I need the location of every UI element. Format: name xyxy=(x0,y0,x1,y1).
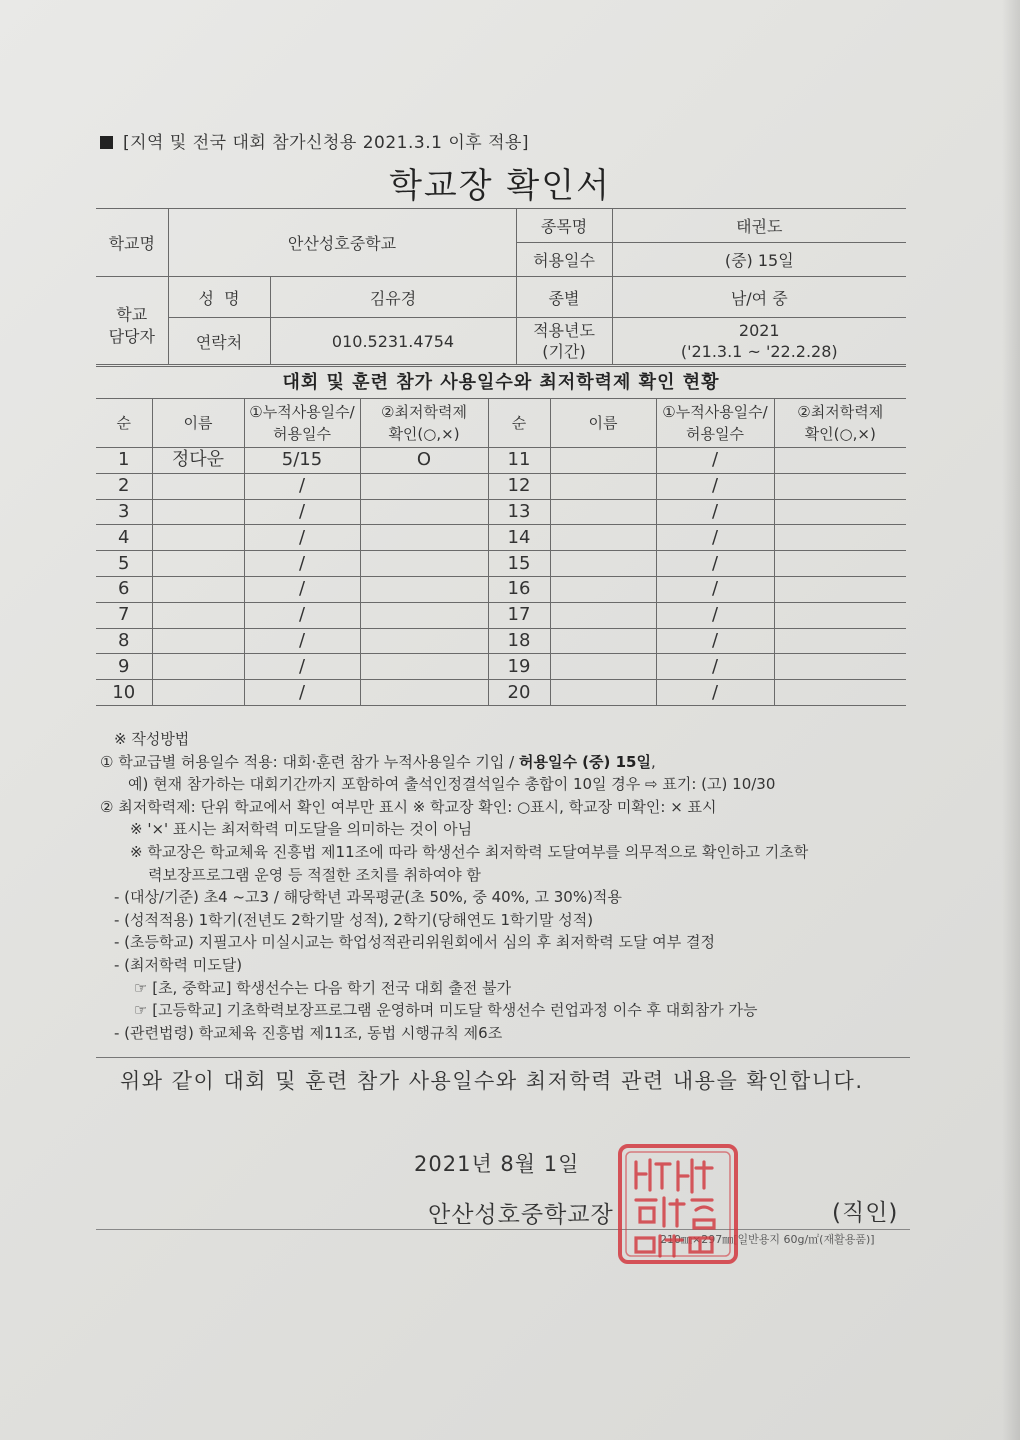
note-1 xyxy=(100,751,920,774)
row-name-left xyxy=(152,576,244,602)
official-seal-stamp xyxy=(614,1140,742,1268)
row-no-left: 6 xyxy=(96,576,152,602)
row-no-right: 13 xyxy=(488,499,550,525)
header-min-right xyxy=(774,399,906,448)
row-no-left: 7 xyxy=(96,602,152,628)
year-label-line2: (기간) xyxy=(542,342,586,361)
row-no-right: 17 xyxy=(488,602,550,628)
page-title: 학교장 확인서 xyxy=(389,166,611,206)
row-days-left: / xyxy=(244,473,360,499)
row-name-left xyxy=(152,628,244,654)
divider xyxy=(96,1229,910,1230)
note-2-sub1: ※ '×' 표시는 최저학력 미도달을 의미하는 것이 아님 xyxy=(130,820,473,839)
note-dash-2: - (성적적용) 1학기(전년도 2학기말 성적), 2학기(당해연도 1학기말 성적) xyxy=(114,910,594,929)
manager-label xyxy=(96,277,168,365)
row-days-left: 5/15 xyxy=(244,448,360,474)
header-days-line2: 허용일수 xyxy=(273,425,331,443)
table-row xyxy=(96,602,906,628)
row-name-right xyxy=(550,499,656,525)
header-days-line1: ①누적사용일수/ xyxy=(662,403,768,421)
row-min-left xyxy=(360,654,488,680)
row-name-right xyxy=(550,628,656,654)
row-days-right: / xyxy=(656,473,774,499)
row-min-right xyxy=(774,602,906,628)
manager-label-line2: 담당자 xyxy=(108,326,155,346)
table-row xyxy=(96,576,906,602)
page-edge-shadow xyxy=(1002,0,1020,1440)
category-text: [지역 및 전국 대회 참가신청용 2021.3.1 이후 적용] xyxy=(123,133,530,153)
row-no-right: 14 xyxy=(488,525,550,551)
table-row xyxy=(96,525,906,551)
row-min-left xyxy=(360,551,488,577)
header-name-right: 이름 xyxy=(550,399,656,448)
row-name-left xyxy=(152,551,244,577)
row-min-left xyxy=(360,576,488,602)
gender-label: 종별 xyxy=(516,277,612,318)
table-row xyxy=(96,628,906,654)
row-days-left: / xyxy=(244,551,360,577)
header-min-line1: ②최저학력제 xyxy=(381,403,467,421)
note-2-sub2b: 력보장프로그램 운영 등 적절한 조치를 취하여야 함 xyxy=(148,865,481,884)
table-row xyxy=(96,654,906,680)
header-days-right xyxy=(656,399,774,448)
row-days-left: / xyxy=(244,628,360,654)
row-name-left xyxy=(152,654,244,680)
header-name-left: 이름 xyxy=(152,399,244,448)
event-value: 태권도 xyxy=(612,209,906,243)
year-value xyxy=(612,318,906,365)
row-name-right xyxy=(550,602,656,628)
header-days-left xyxy=(244,399,360,448)
row-name-right xyxy=(550,576,656,602)
row-name-right xyxy=(550,551,656,577)
row-days-left: / xyxy=(244,654,360,680)
row-min-right xyxy=(774,628,906,654)
row-no-right: 19 xyxy=(488,654,550,680)
note-dash-1: - (대상/기준) 초4 ~고3 / 해당학년 과목평균(초 50%, 중 40%, 고 30%)적용 xyxy=(114,888,622,907)
row-no-right: 15 xyxy=(488,551,550,577)
row-no-right: 11 xyxy=(488,448,550,474)
year-value-line2: ('21.3.1 ~ '22.2.28) xyxy=(680,342,838,361)
row-days-right: / xyxy=(656,551,774,577)
row-no-left: 1 xyxy=(96,448,152,474)
note-1-end: , xyxy=(650,752,656,771)
row-name-right xyxy=(550,654,656,680)
row-no-right: 18 xyxy=(488,628,550,654)
header-min-line2: 확인(○,×) xyxy=(804,425,876,443)
row-name-left xyxy=(152,473,244,499)
note-2-sub2a: ※ 학교장은 학교체육 진흥법 제11조에 따라 학생선수 최저학력 도달여부를 의무적으로 확인하고 기초학 xyxy=(130,842,809,861)
row-min-right xyxy=(774,654,906,680)
row-days-left: / xyxy=(244,576,360,602)
row-no-right: 16 xyxy=(488,576,550,602)
row-days-right: / xyxy=(656,628,774,654)
row-days-left: / xyxy=(244,602,360,628)
row-min-right xyxy=(774,499,906,525)
row-name-right xyxy=(550,525,656,551)
year-label xyxy=(516,318,612,365)
paper-spec: 210㎜×297㎜[일반용지 60g/㎡(재활용품)] xyxy=(660,1233,875,1246)
divider xyxy=(96,1057,910,1058)
row-no-left: 3 xyxy=(96,499,152,525)
row-no-right: 12 xyxy=(488,473,550,499)
contact-label: 연락처 xyxy=(168,318,270,365)
seal-glyphs xyxy=(636,1160,714,1256)
row-min-right xyxy=(774,448,906,474)
table-row xyxy=(96,551,906,577)
event-label: 종목명 xyxy=(516,209,612,243)
info-table xyxy=(96,208,906,365)
table-header-row xyxy=(96,399,906,448)
row-min-left xyxy=(360,473,488,499)
note-dash-4b: ☞ [고등학교] 기초학력보장프로그램 운영하며 미도달 학생선수 런업과정 이수 후 대회참가 가능 xyxy=(134,1001,758,1020)
allowed-days-value: (중) 15일 xyxy=(612,243,906,277)
row-no-left: 2 xyxy=(96,473,152,499)
row-min-right xyxy=(774,680,906,706)
row-min-left xyxy=(360,680,488,706)
header-min-line2: 확인(○,×) xyxy=(388,425,460,443)
note-dash-5: - (관련법령) 학교체육 진흥법 제11조, 동법 시행규칙 제6조 xyxy=(114,1023,503,1042)
header-no-left: 순 xyxy=(96,399,152,448)
row-days-right: / xyxy=(656,499,774,525)
row-no-left: 10 xyxy=(96,680,152,706)
row-days-right: / xyxy=(656,576,774,602)
section-title: 대회 및 훈련 참가 사용일수와 최저학력제 확인 현황 xyxy=(96,366,906,399)
header-days-line2: 허용일수 xyxy=(686,425,744,443)
year-value-line1: 2021 xyxy=(738,321,780,340)
allowed-days-label: 허용일수 xyxy=(516,243,612,277)
row-name-left xyxy=(152,602,244,628)
instructions xyxy=(100,728,920,1044)
school-value: 안산성호중학교 xyxy=(168,209,516,277)
principal-title: 안산성호중학교장 xyxy=(428,1202,614,1228)
row-no-left: 8 xyxy=(96,628,152,654)
table-row xyxy=(96,448,906,474)
note-dash-4: - (최저학력 미도달) xyxy=(114,955,243,974)
header-min-left xyxy=(360,399,488,448)
row-min-left: O xyxy=(360,448,488,474)
table-row xyxy=(96,499,906,525)
table-row xyxy=(96,680,906,706)
participation-table xyxy=(96,398,906,706)
row-min-left xyxy=(360,499,488,525)
row-name-left xyxy=(152,680,244,706)
year-label-line1: 적용년도 xyxy=(533,321,595,340)
issue-date: 2021년 8월 1일 xyxy=(414,1152,580,1176)
contact-value: 010.5231.4754 xyxy=(270,318,516,365)
row-days-right: / xyxy=(656,448,774,474)
row-days-right: / xyxy=(656,602,774,628)
name-value: 김유경 xyxy=(270,277,516,318)
row-days-left: / xyxy=(244,499,360,525)
row-days-left: / xyxy=(244,525,360,551)
square-bullet-icon xyxy=(100,136,113,149)
official-seal-mark: (직인) xyxy=(832,1200,899,1226)
manager-label-line1: 학교 xyxy=(116,304,148,324)
header-days-line1: ①누적사용일수/ xyxy=(249,403,355,421)
row-days-right: / xyxy=(656,525,774,551)
row-min-right xyxy=(774,525,906,551)
school-label: 학교명 xyxy=(96,209,168,277)
gender-value: 남/여 중 xyxy=(612,277,906,318)
row-no-left: 5 xyxy=(96,551,152,577)
row-no-left: 4 xyxy=(96,525,152,551)
name-label: 성 명 xyxy=(168,277,270,318)
row-no-left: 9 xyxy=(96,654,152,680)
row-name-left xyxy=(152,499,244,525)
row-name-left xyxy=(152,525,244,551)
row-min-right xyxy=(774,551,906,577)
notes-heading: ※ 작성방법 xyxy=(114,730,190,748)
row-min-left xyxy=(360,602,488,628)
row-min-left xyxy=(360,628,488,654)
row-name-left: 정다운 xyxy=(152,448,244,474)
row-name-right xyxy=(550,448,656,474)
row-min-left xyxy=(360,525,488,551)
row-name-right xyxy=(550,680,656,706)
header-min-line1: ②최저학력제 xyxy=(797,403,884,421)
confirmation-statement: 위와 같이 대회 및 훈련 참가 사용일수와 최저학력 관련 내용을 확인합니다. xyxy=(120,1069,864,1093)
header-no-right: 순 xyxy=(488,399,550,448)
row-days-right: / xyxy=(656,654,774,680)
note-1-example: 예) 현재 참가하는 대회기간까지 포함하여 출석인정결석일수 총합이 10일 경우 ⇨ 표기: (고) 10/30 xyxy=(128,775,776,794)
row-min-right xyxy=(774,473,906,499)
note-dash-4a: ☞ [초, 중학교] 학생선수는 다음 학기 전국 대회 출전 불가 xyxy=(134,978,512,997)
note-dash-3: - (초등학교) 지필고사 미실시교는 학업성적관리위원회에서 심의 후 최저학력 도달 여부 결정 xyxy=(114,933,715,952)
row-no-right: 20 xyxy=(488,680,550,706)
row-min-right xyxy=(774,576,906,602)
note-2: ② 최저학력제: 단위 학교에서 확인 여부만 표시 ※ 학교장 확인: ○표시, 학교장 미확인: × 표시 xyxy=(100,797,717,816)
table-row xyxy=(96,473,906,499)
document-category xyxy=(100,128,529,153)
note-1-text: ① 학교급별 허용일수 적용: 대회·훈련 참가 누적사용일수 기입 / xyxy=(100,752,519,771)
row-days-right: / xyxy=(656,680,774,706)
note-1-emphasis: 허용일수 (중) 15일 xyxy=(519,752,651,771)
row-name-right xyxy=(550,473,656,499)
row-days-left: / xyxy=(244,680,360,706)
